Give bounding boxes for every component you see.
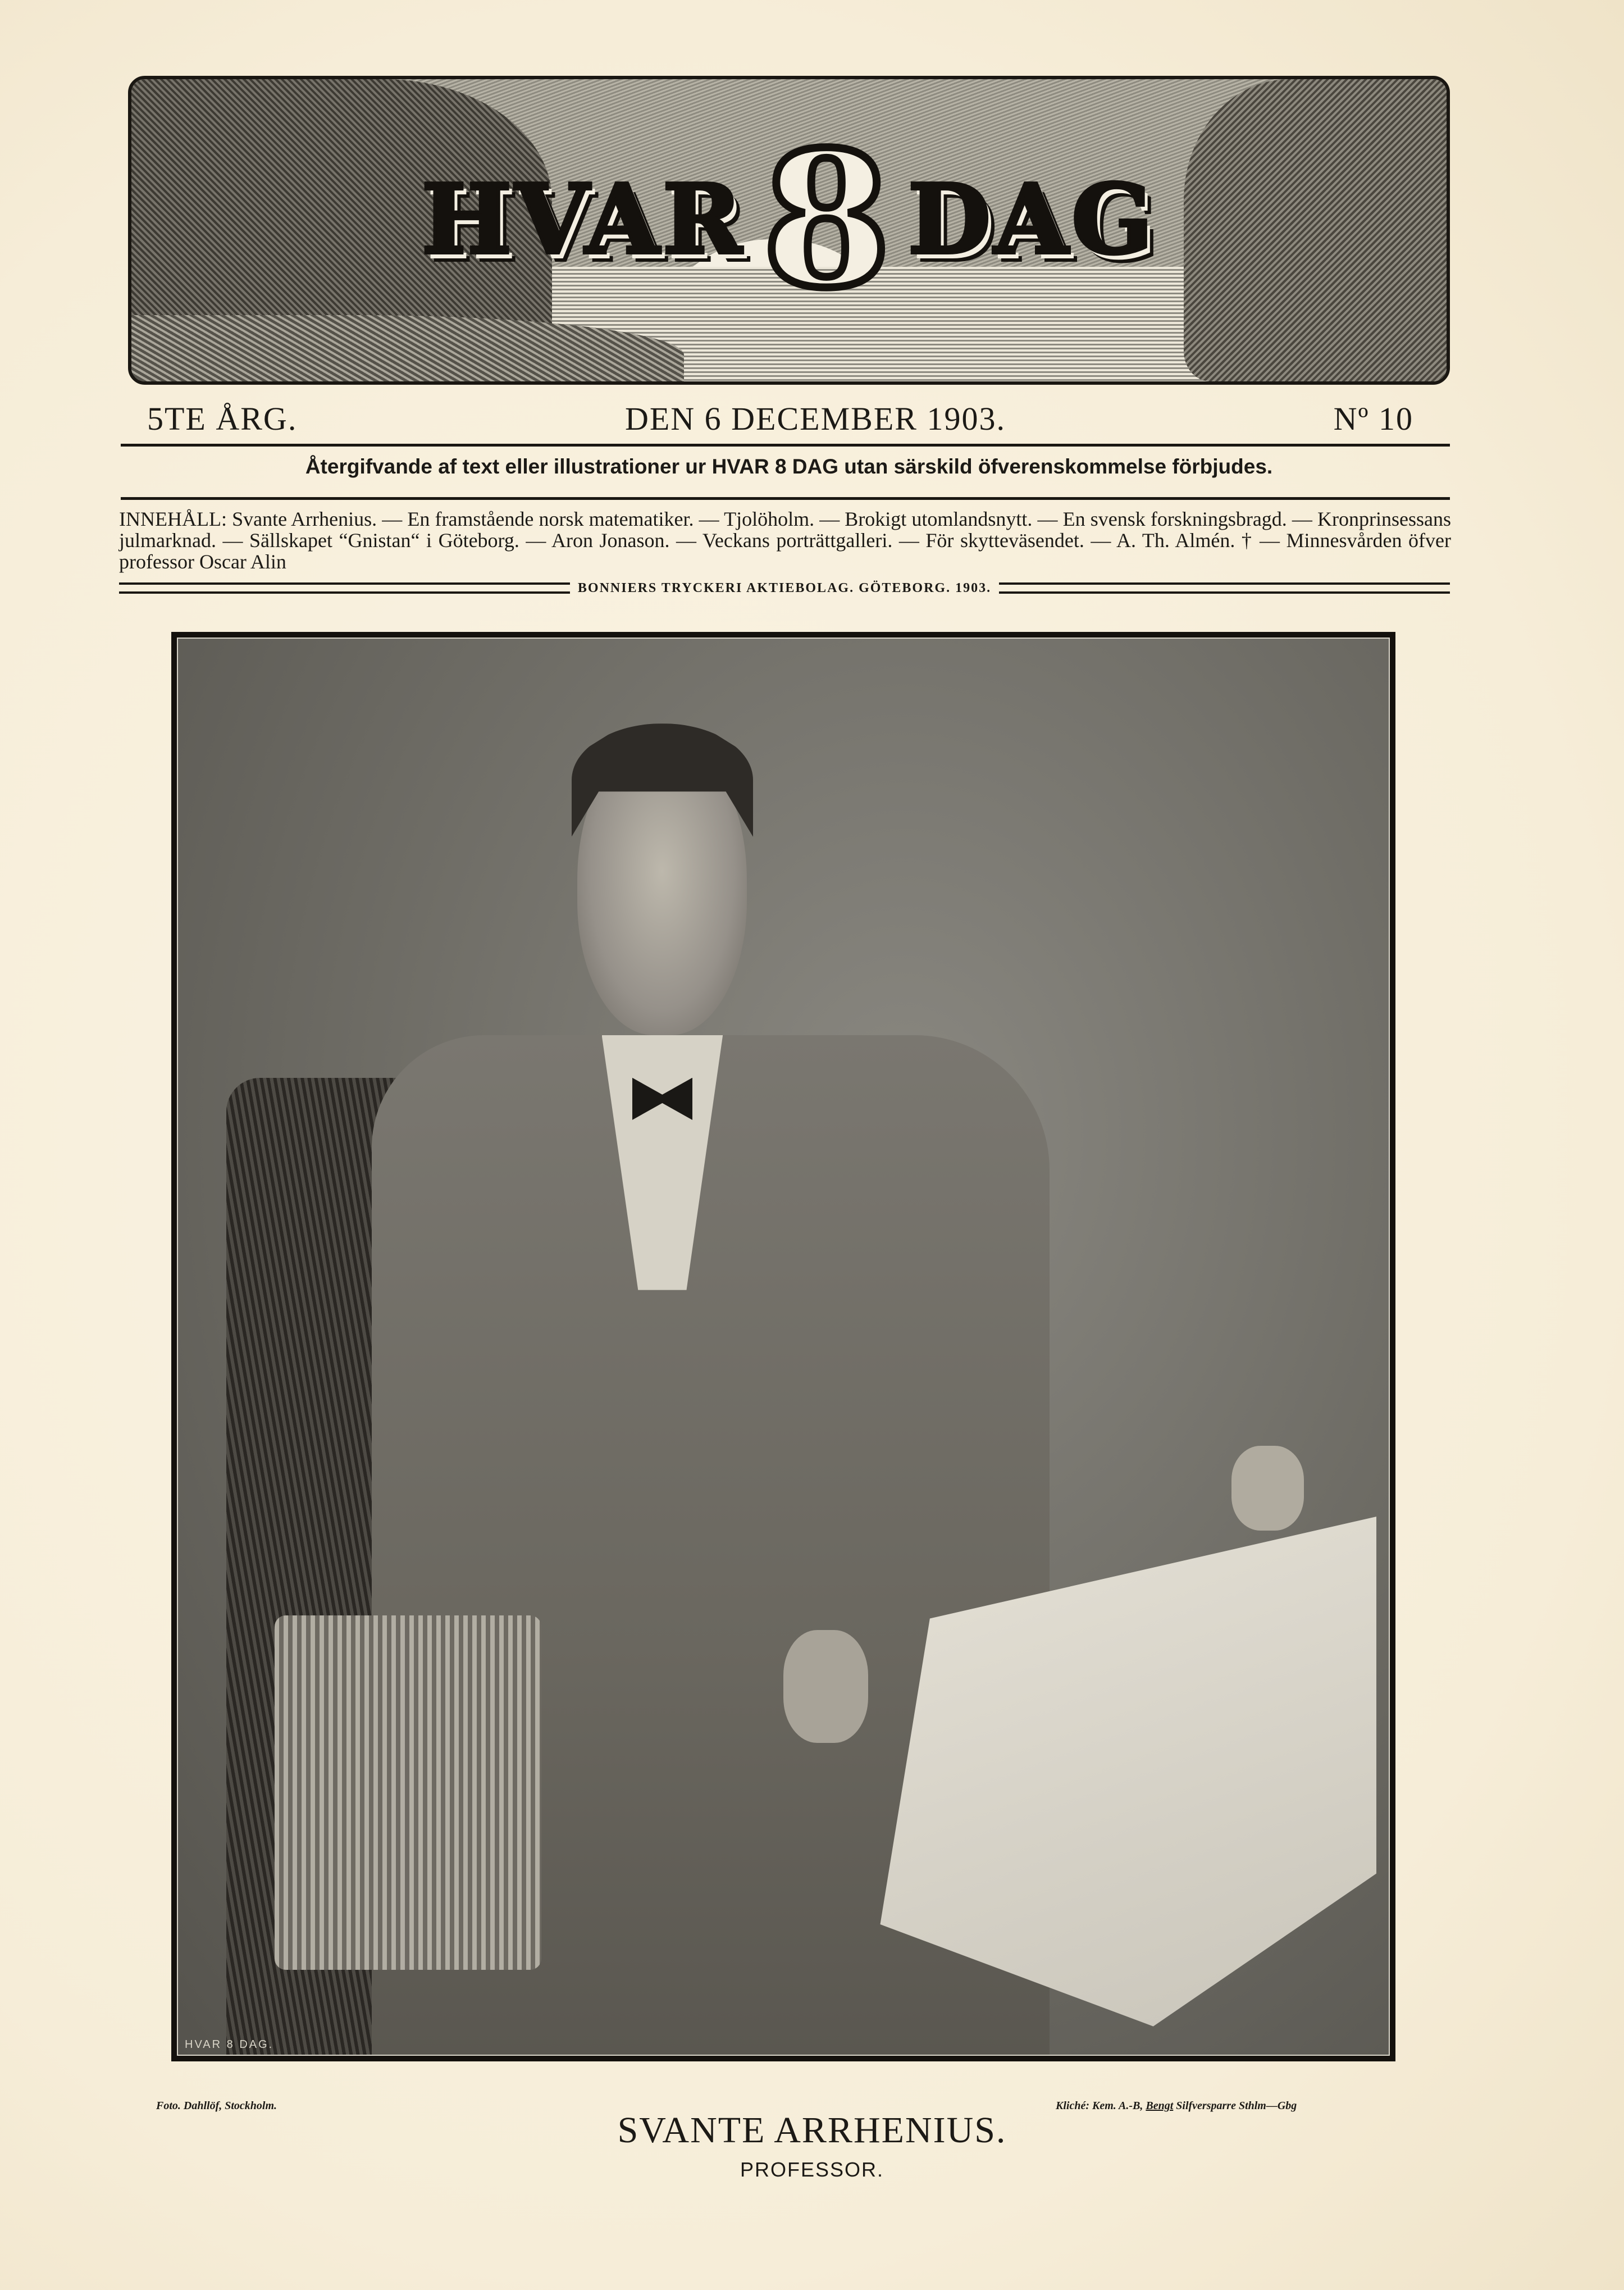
issue-number: Nº 10 — [1333, 400, 1413, 437]
masthead-title — [131, 102, 1447, 338]
hand-right — [1231, 1446, 1304, 1531]
copyright-notice: Återgifvande af text eller illustrationer ur HVAR 8 DAG utan särskild öfverenskommelse förbjudes. — [305, 455, 1273, 478]
portrait-photo-frame — [171, 632, 1395, 2061]
title-word-left: HVAR — [421, 163, 746, 276]
photo-watermark: HVAR 8 DAG. — [185, 2038, 274, 2051]
chair-cushion-fringe — [275, 1615, 541, 1969]
volume-label: 5TE ÅRG. — [147, 400, 298, 437]
contents-text: Svante Arrhenius. — En framstående norsk matematiker. — Tjolöholm. — Brokigt utomlandsnytt. — En svensk forskningsbragd. — Kronprinsessans julmarknad. — Sällskapet “Gnistan“ i Göteborg. — Aron Jonason. — Veckans porträttgalleri. — För skytteväsendet. — A. Th. Almén. † — Minnesvården öfver professor Oscar Alin — [119, 508, 1452, 573]
portrait-photo — [177, 638, 1390, 2056]
photo-credit: Foto. Dahllöf, Stockholm. — [156, 2100, 277, 2112]
printer-imprint: BONNIERS TRYCKERI AKTIEBOLAG. GÖTEBORG. 1903. — [577, 580, 992, 595]
double-rule-right — [999, 582, 1450, 594]
title-numeral: 8 — [762, 111, 891, 329]
double-rule-left — [119, 582, 570, 594]
masthead-illustration — [128, 76, 1450, 385]
title-word-right: DAG — [907, 163, 1157, 276]
issue-date: DEN 6 DECEMBER 1903. — [624, 400, 1006, 437]
contents-label: INNEHÅLL: — [119, 508, 227, 530]
hand-left — [783, 1630, 868, 1743]
table-of-contents — [119, 508, 1451, 572]
imprint-row — [119, 580, 1450, 597]
dateline — [147, 400, 1413, 439]
caption-role: PROFESSOR. — [740, 2158, 884, 2181]
divider-rule — [121, 497, 1450, 500]
divider-rule — [121, 444, 1450, 447]
caption-name: SVANTE ARRHENIUS. — [617, 2110, 1007, 2151]
engraving-credit: Kliché: Kem. A.-B, Bengt Silfversparre Sthlm—Gbg — [1056, 2100, 1297, 2112]
